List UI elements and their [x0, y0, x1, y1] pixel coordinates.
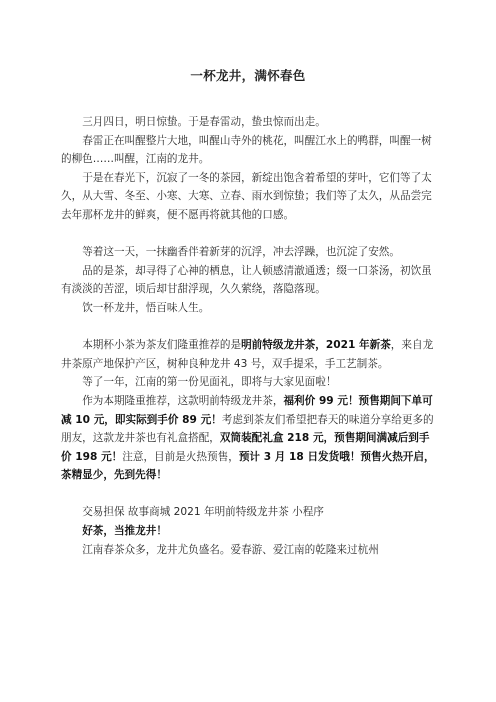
paragraph-gap: [61, 485, 436, 504]
paragraph: 等着这一天，一抹幽香伴着新芽的沉浮，冲去浮躁，也沉淀了安然。: [82, 246, 400, 259]
bold-price: 福利价 99 元！预售期间下单可减 10 元，即实际到手价 89 元！: [61, 394, 433, 426]
article-body: [61, 113, 436, 559]
paragraph: 春雷正在叫醒整片大地，叫醒山寺外的桃花，叫醒江水上的鸭群，叫醒一树的柳色……叫醒，江南的龙井。: [61, 134, 432, 166]
paragraph: 三月四日，明日惊蛰。于是春雷动，蛰虫惊而出走。: [82, 116, 326, 128]
paragraph-gap: [61, 318, 436, 337]
paragraph: 等了一年，江南的第一份见面礼，即将与大家见面啦！: [82, 376, 337, 389]
text-run: 考虑到茶友们希望把春天的味道分享给更多的朋友，这款龙井茶也有礼盒搭配，: [61, 413, 434, 445]
text-run: 注意，目前是火热预售，: [122, 450, 239, 463]
bold-giftbox: 双筒装配礼盒 218 元，预售期间满减后到手价 198 元！: [61, 432, 430, 463]
paragraph-intro: [61, 336, 436, 373]
mini-program-caption: 交易担保 故事商城 2021 年明前特级龙井茶 小程序: [82, 506, 324, 519]
text-run: 本期杯小茶为茶友们隆重推荐的是: [82, 339, 242, 352]
text-run: ，来自龙井茶原产地保护产区，树种良种龙井 43 号，双手提采，手工艺制茶。: [61, 339, 434, 370]
paragraph-pricing: [61, 392, 436, 485]
bold-text: 明前特级龙井茶，2021 年新茶: [241, 339, 391, 352]
text-run: 作为本期隆重推荐，这款明前特级龙井茶，: [82, 394, 284, 407]
bold-subheading: 好茶，当推龙井！: [82, 525, 167, 538]
paragraph: 品的是茶，却寻得了心神的栖息，让人顿感清澈通透；缀一口茶汤，初饮虽有淡淡的苦涩，顷后却甘甜浮现，久久萦绕，落隐落现。: [61, 264, 432, 296]
paragraph: 饮一杯龙井，悟百味人生。: [82, 301, 210, 314]
page-title: 一杯龙井，满怀春色: [190, 68, 306, 83]
bold-shipping: 预计 3 月 18 日发货哦！预售火热开启，茶精显少，先到先得！: [61, 450, 435, 482]
paragraph-gap: [61, 225, 436, 244]
subheading: [61, 522, 436, 541]
paragraph: 于是在春光下，沉寂了一冬的茶园，新绽出饱含着希望的芽叶，它们等了太久，从大雪、冬至、小寒、大寒、立春、雨水到惊蛰；我们等了太久，从品尝完去年那杯龙井的鲜爽，便不愿再将就其他的口感。: [61, 171, 432, 221]
paragraph: 江南春茶众多，龙井尤负盛名。爱春游、爱江南的乾隆来过杭州: [82, 543, 379, 556]
